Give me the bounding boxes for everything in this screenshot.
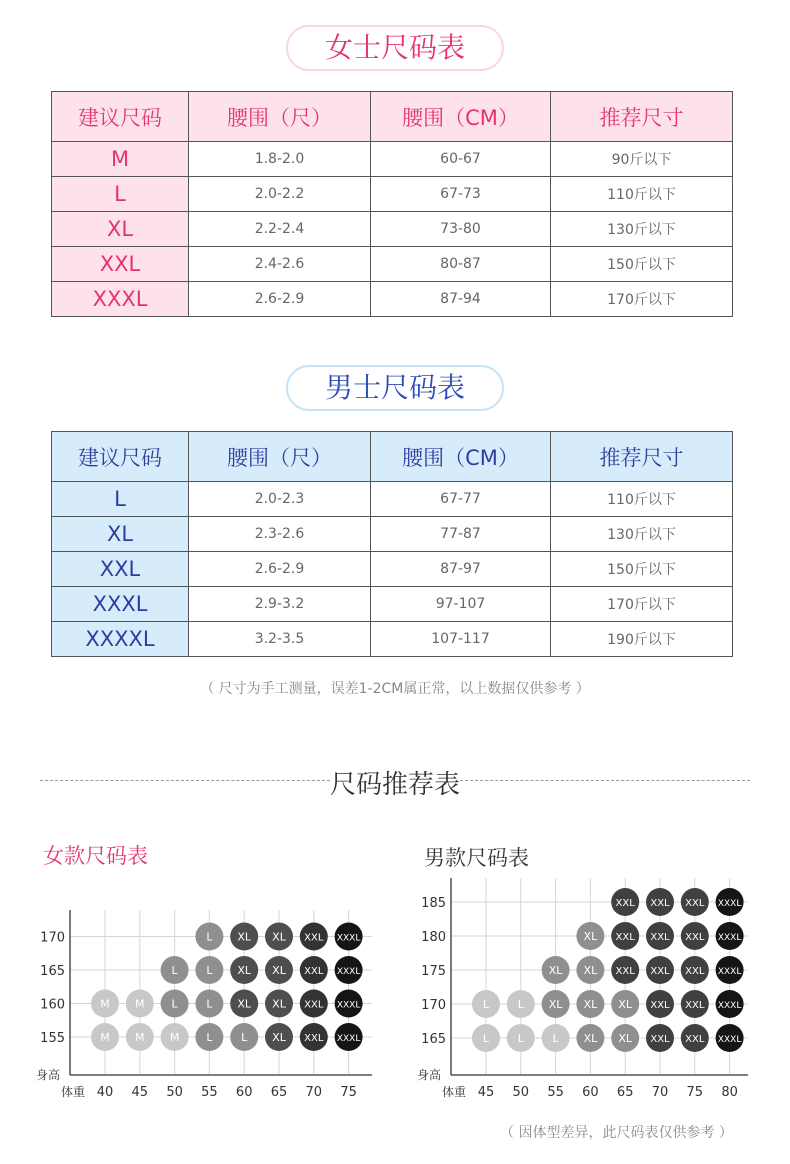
- chart-footnote: （ 因体型差异，此尺码表仅供参考 ）: [500, 1125, 733, 1141]
- weight-cell: 130斤以下: [551, 517, 733, 552]
- x-axis-label: 体重: [442, 1085, 467, 1099]
- women-chart-title: 女款尺码表: [43, 844, 148, 868]
- size-cell: L: [52, 482, 189, 517]
- y-tick-label: 185: [421, 896, 446, 911]
- y-tick-label: 155: [40, 1031, 65, 1046]
- size-point-label: L: [206, 997, 213, 1011]
- size-point-label: XXXL: [336, 1034, 361, 1044]
- weight-cell: 150斤以下: [551, 552, 733, 587]
- waist-cm-cell: 80-87: [371, 247, 551, 282]
- waist-cm-cell: 60-67: [371, 142, 551, 177]
- size-point-label: XXL: [304, 932, 324, 944]
- waist-cm-cell: 87-94: [371, 282, 551, 317]
- size-cell: XL: [52, 517, 189, 552]
- weight-cell: 110斤以下: [551, 177, 733, 212]
- weight-cell: 150斤以下: [551, 247, 733, 282]
- x-tick-label: 55: [547, 1085, 564, 1100]
- size-cell: XL: [52, 212, 189, 247]
- size-point-label: L: [517, 998, 524, 1011]
- size-point-label: XL: [272, 930, 286, 944]
- size-point-label: L: [241, 1031, 248, 1044]
- size-point-label: M: [135, 1031, 145, 1044]
- size-cell: XXL: [52, 552, 189, 587]
- size-point-label: XL: [272, 964, 286, 977]
- size-point-label: XL: [272, 1031, 286, 1044]
- waist-chi-cell: 1.8-2.0: [189, 142, 371, 177]
- size-point-label: L: [517, 1032, 524, 1045]
- header-waist-cm: 腰围（CM）: [371, 432, 551, 482]
- header-recommended-weight: 推荐尺寸: [551, 432, 733, 482]
- size-point-label: L: [171, 997, 178, 1011]
- y-tick-label: 165: [421, 1032, 446, 1047]
- y-tick-label: 160: [40, 997, 65, 1013]
- size-point-label: XXL: [650, 1000, 670, 1011]
- x-tick-label: 60: [235, 1085, 253, 1100]
- size-cell: XXXL: [52, 587, 189, 622]
- size-cell: L: [52, 177, 189, 212]
- table-footnote: （ 尺寸为手工测量，误差1-2CM属正常，以上数据仅供参考 ）: [200, 681, 590, 697]
- header-waist-chi: 腰围（尺）: [189, 432, 371, 482]
- size-point-label: M: [169, 1031, 180, 1044]
- size-point-label: XXL: [685, 966, 705, 977]
- waist-chi-cell: 2.0-2.3: [189, 482, 371, 517]
- y-axis-label: 身高: [36, 1068, 61, 1082]
- size-point-label: XXL: [650, 898, 670, 909]
- header-recommended-weight: 推荐尺寸: [551, 92, 733, 142]
- size-point-label: M: [100, 997, 110, 1011]
- x-tick-label: 55: [201, 1085, 218, 1100]
- size-cell: XXXXL: [52, 622, 189, 657]
- size-point-label: XL: [272, 997, 286, 1011]
- y-tick-label: 175: [421, 964, 446, 979]
- size-point-label: XXL: [304, 999, 324, 1011]
- size-point-label: XL: [548, 998, 563, 1011]
- x-tick-label: 80: [721, 1085, 738, 1100]
- size-point-label: XXXL: [717, 1001, 742, 1011]
- size-point-label: XL: [237, 964, 252, 977]
- size-point-label: XL: [237, 930, 252, 944]
- size-point-label: XXL: [685, 898, 705, 909]
- size-point-label: XXL: [650, 966, 670, 977]
- size-point-label: XXL: [685, 932, 705, 943]
- weight-cell: 170斤以下: [551, 282, 733, 317]
- y-tick-label: 170: [421, 998, 446, 1013]
- size-point-label: XXXL: [336, 967, 361, 977]
- x-tick-label: 70: [305, 1085, 323, 1100]
- waist-chi-cell: 2.9-3.2: [189, 587, 371, 622]
- weight-cell: 170斤以下: [551, 587, 733, 622]
- y-tick-label: 165: [40, 964, 65, 979]
- size-cell: XXXL: [52, 282, 189, 317]
- weight-cell: 90斤以下: [551, 142, 733, 177]
- x-tick-label: 65: [270, 1085, 288, 1100]
- size-point-label: XXL: [650, 932, 670, 943]
- y-tick-label: 170: [40, 930, 65, 946]
- waist-cm-cell: 77-87: [371, 517, 551, 552]
- y-axis-label: 身高: [417, 1068, 442, 1082]
- size-point-label: XXL: [685, 1000, 705, 1011]
- x-tick-label: 65: [616, 1085, 634, 1100]
- waist-cm-cell: 107-117: [371, 622, 551, 657]
- header-waist-cm: 腰围（CM）: [371, 92, 551, 142]
- waist-cm-cell: 97-107: [371, 587, 551, 622]
- x-tick-label: 60: [582, 1085, 599, 1100]
- size-point-label: XL: [583, 930, 598, 943]
- waist-chi-cell: 2.3-2.6: [189, 517, 371, 552]
- header-suggested-size: 建议尺码: [52, 432, 189, 482]
- size-point-label: XL: [583, 998, 598, 1011]
- waist-chi-cell: 2.6-2.9: [189, 282, 371, 317]
- section-title: 尺码推荐表: [329, 770, 460, 800]
- size-point-label: XXL: [615, 898, 635, 909]
- size-point-label: XXXL: [336, 933, 361, 944]
- size-point-label: M: [135, 997, 145, 1011]
- size-point-label: XXL: [615, 966, 635, 977]
- waist-chi-cell: 2.4-2.6: [189, 247, 371, 282]
- size-point-label: XXXL: [336, 1000, 361, 1011]
- weight-cell: 130斤以下: [551, 212, 733, 247]
- size-point-label: L: [171, 964, 178, 977]
- size-point-label: XL: [583, 1032, 598, 1045]
- waist-cm-cell: 67-77: [371, 482, 551, 517]
- x-tick-label: 45: [477, 1085, 495, 1100]
- waist-chi-cell: 2.2-2.4: [189, 212, 371, 247]
- women-table-title: 女士尺码表: [286, 25, 504, 71]
- men-chart-title: 男款尺码表: [424, 846, 529, 870]
- size-point-label: XL: [583, 964, 598, 977]
- weight-cell: 190斤以下: [551, 622, 733, 657]
- size-point-label: L: [552, 1032, 559, 1045]
- size-point-label: L: [206, 930, 213, 944]
- size-point-label: XXXL: [717, 933, 742, 943]
- size-point-label: L: [482, 998, 490, 1011]
- size-point-label: L: [206, 1031, 213, 1044]
- size-point-label: XXL: [615, 932, 635, 943]
- waist-cm-cell: 87-97: [371, 552, 551, 587]
- waist-chi-cell: 3.2-3.5: [189, 622, 371, 657]
- size-point-label: XXXL: [717, 967, 742, 977]
- size-point-label: XL: [237, 997, 252, 1011]
- size-point-label: XXL: [304, 1033, 324, 1044]
- size-point-label: M: [100, 1031, 110, 1044]
- x-tick-label: 50: [166, 1085, 183, 1100]
- x-tick-label: 70: [651, 1085, 669, 1100]
- x-axis-label: 体重: [61, 1085, 86, 1099]
- weight-cell: 110斤以下: [551, 482, 733, 517]
- size-point-label: XL: [548, 964, 563, 977]
- size-point-label: L: [482, 1032, 490, 1045]
- waist-cm-cell: 67-73: [371, 177, 551, 212]
- size-cell: M: [52, 142, 189, 177]
- y-tick-label: 180: [421, 930, 446, 945]
- size-point-label: XXL: [304, 966, 324, 977]
- size-point-label: L: [206, 964, 213, 977]
- men-table-title: 男士尺码表: [286, 365, 504, 411]
- size-point-label: XXXL: [717, 1035, 742, 1045]
- waist-cm-cell: 73-80: [371, 212, 551, 247]
- header-waist-chi: 腰围（尺）: [189, 92, 371, 142]
- size-point-label: XXL: [685, 1034, 705, 1045]
- size-point-label: XL: [618, 1032, 633, 1045]
- waist-chi-cell: 2.6-2.9: [189, 552, 371, 587]
- size-point-label: XXL: [650, 1034, 670, 1045]
- size-point-label: XXXL: [717, 899, 742, 909]
- x-tick-label: 75: [686, 1085, 704, 1100]
- x-tick-label: 40: [96, 1085, 114, 1100]
- size-cell: XXL: [52, 247, 189, 282]
- x-tick-label: 45: [131, 1085, 149, 1100]
- size-point-label: XL: [618, 998, 633, 1011]
- waist-chi-cell: 2.0-2.2: [189, 177, 371, 212]
- x-tick-label: 75: [340, 1085, 357, 1100]
- header-suggested-size: 建议尺码: [52, 92, 189, 142]
- x-tick-label: 50: [512, 1085, 530, 1100]
